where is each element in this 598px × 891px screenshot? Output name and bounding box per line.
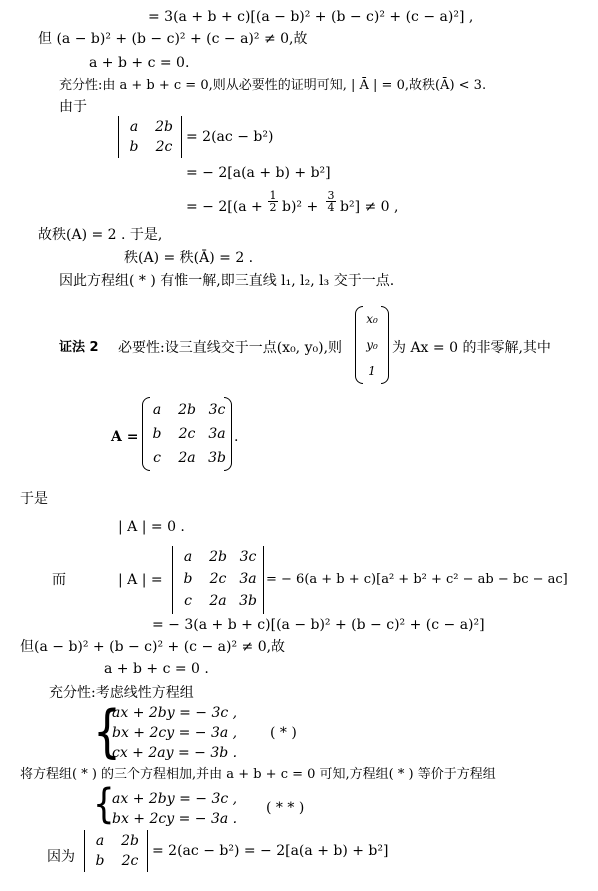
determinant-2x2	[118, 116, 182, 158]
det-cell: 2c	[155, 139, 173, 155]
denominator: 4	[327, 201, 335, 214]
det-cell: a	[129, 119, 139, 135]
det-cell: 2b	[209, 549, 227, 565]
add-equations-text: 将方程组( * ) 的三个方程相加,并由 a + b + c = 0 可知,方程组( * ) 等价于方程组	[20, 767, 496, 782]
text-er: 而	[52, 572, 66, 588]
eq-line-7: = − 2[a(a + b) + b²]	[186, 165, 331, 181]
necessity-text: 必要性:设三直线交于一点(x₀, y₀),则	[118, 340, 343, 356]
text-yinwei: 因为	[47, 849, 75, 865]
mat-cell: 2b	[178, 402, 196, 418]
eq-line-16c: = − 6(a + b + c)[a² + b² + c² − ab − bc − ac]	[266, 572, 568, 587]
eq-line-3: a + b + c = 0.	[89, 55, 190, 71]
eq-line-2: 但 (a − b)² + (b − c)² + (c − a)² ≠ 0,故	[38, 31, 308, 47]
system2-eq-1: ax + 2by = − 3c ,	[112, 791, 238, 807]
nonzero-solution-text: 为 Ax = 0 的非零解,其中	[392, 340, 551, 356]
eq-line-8b: b)² +	[282, 199, 319, 215]
mat-cell: b	[152, 426, 162, 442]
denominator: 2	[269, 201, 277, 214]
system-label-star: ( * )	[270, 725, 297, 741]
system2-label-star: ( * * )	[266, 800, 305, 816]
eq-line-19: a + b + c = 0 .	[104, 661, 209, 677]
system2-brace: {	[93, 780, 115, 829]
sufficiency-2-text: 充分性:考虑线性方程组	[49, 685, 194, 701]
vec-cell: 1	[368, 364, 376, 378]
det-cell: 3c	[239, 549, 257, 565]
vec-cell: x₀	[366, 312, 378, 326]
eq-line-6: = 2(ac − b²)	[186, 129, 274, 145]
fraction-three-quarters	[326, 190, 336, 213]
fraction-half	[268, 190, 278, 213]
mat-cell: 2c	[178, 426, 196, 442]
vector-x0-y0-1	[355, 306, 389, 384]
sufficiency-text: 充分性:由 a + b + c = 0,则从必要性的证明可知, | Ā | = 0,故秩(Ā) < 3.	[59, 78, 487, 93]
det-cell: b	[183, 571, 193, 587]
matrix-A	[142, 397, 232, 471]
mat-cell: 2a	[178, 450, 196, 466]
eq-line-8a: = − 2[(a +	[186, 199, 263, 215]
eq-line-27b: = 2(ac − b²) = − 2[a(a + b) + b²]	[152, 843, 389, 859]
det-cell: a	[183, 549, 193, 565]
eq-line-10: 秩(A) = 秩(Ā) = 2 .	[124, 250, 254, 266]
matrix-A-label: A =	[111, 429, 139, 445]
determinant-3x3	[172, 546, 264, 614]
text-youyu: 由于	[59, 99, 87, 115]
eq-line-1: = 3(a + b + c)[(a − b)² + (b − c)² + (c − a)²] ,	[148, 9, 474, 25]
eq-line-8c: b²] ≠ 0 ,	[340, 199, 399, 215]
mat-cell: 3a	[208, 426, 226, 442]
det-cell: c	[184, 593, 192, 609]
det-cell: 3b	[239, 593, 257, 609]
det-cell: 2a	[209, 593, 227, 609]
det-cell: b	[129, 139, 139, 155]
determinant-2x2-final	[84, 830, 148, 872]
system-eq-2: bx + 2cy = − 3a ,	[112, 725, 238, 741]
det-cell: 2b	[155, 119, 173, 135]
text-yushi: 于是	[20, 491, 48, 507]
det-cell: 2c	[209, 571, 227, 587]
numerator: 3	[327, 189, 335, 202]
mat-cell: 3c	[208, 402, 226, 418]
mat-cell: a	[152, 402, 162, 418]
det-cell: 2b	[121, 833, 139, 849]
system2-eq-2: bx + 2cy = − 3a .	[112, 811, 238, 827]
eq-line-9: 故秩(A) = 2 . 于是,	[38, 227, 163, 243]
eq-line-17: = − 3(a + b + c)[(a − b)² + (b − c)² + (c − a)²]	[152, 617, 485, 633]
det-cell: 2c	[121, 853, 139, 869]
numerator: 1	[269, 189, 277, 202]
det-A-label: | A | =	[118, 572, 163, 588]
system-brace: {	[93, 698, 121, 766]
det-A-zero: | A | = 0 .	[118, 519, 185, 535]
system-eq-3: cx + 2ay = − 3b .	[112, 745, 238, 761]
vec-cell: y₀	[366, 338, 378, 352]
eq-line-18: 但(a − b)² + (b − c)² + (c − a)² ≠ 0,故	[20, 639, 286, 655]
det-cell: a	[95, 833, 105, 849]
det-cell: 3a	[239, 571, 257, 587]
system-eq-1: ax + 2by = − 3c ,	[112, 705, 238, 721]
proof-2-label: 证法 2	[59, 340, 99, 355]
det-cell: b	[95, 853, 105, 869]
mat-cell: c	[153, 450, 161, 466]
conclusion-line: 因此方程组( * ) 有惟一解,即三直线 l₁, l₂, l₃ 交于一点.	[59, 273, 395, 289]
matrix-period: .	[234, 429, 239, 445]
mat-cell: 3b	[208, 450, 226, 466]
